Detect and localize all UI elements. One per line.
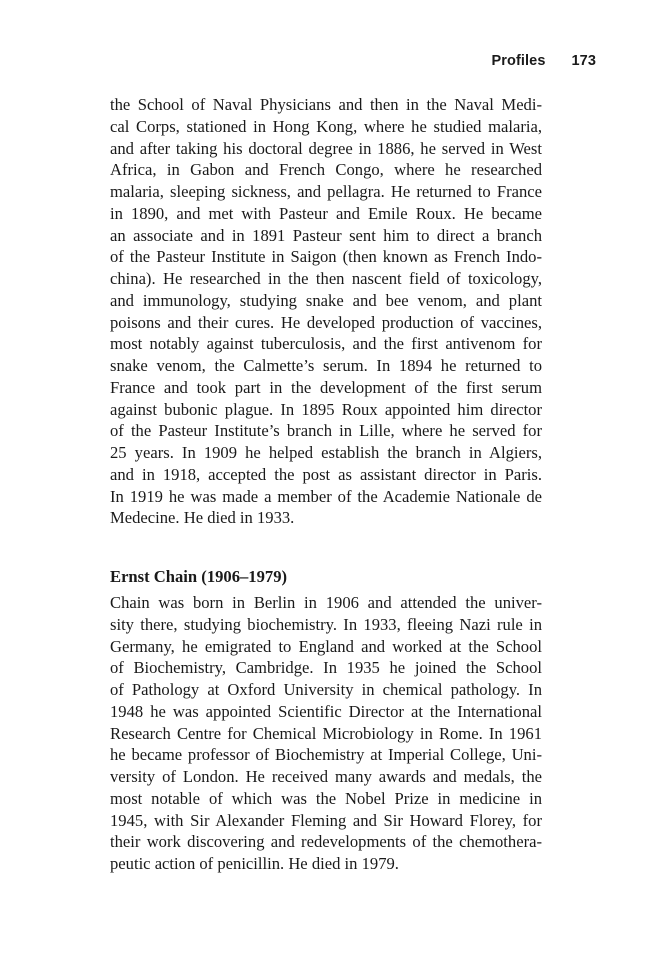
text-line: most notable of which was the Nobel Prize in medicine in <box>110 788 542 808</box>
text-line: versity of London. He received many awards and medals, the <box>110 767 542 786</box>
text-line: against bubonic plague. In 1895 Roux appointed him director <box>110 399 542 419</box>
text-line: of the Pasteur Institute’s branch in Lille, where he served for <box>110 421 542 441</box>
text-line: 1948 he was appointed Scientific Director at the International <box>110 701 542 721</box>
text-line: their work discovering and redevelopments of the chemothera- <box>110 832 542 852</box>
running-head <box>492 53 597 69</box>
text-line: cal Corps, stationed in Hong Kong, where he studied malaria, <box>110 116 542 136</box>
section-heading: Ernst Chain (1906–1979) <box>110 567 288 586</box>
text-line: most notably against tuberculosis, and the first antivenom for <box>110 334 542 354</box>
text-line: of Pathology at Oxford University in chemical pathology. In <box>110 680 542 699</box>
text-line: he became professor of Biochemistry at Imperial College, Uni- <box>110 745 542 765</box>
text-line: and in 1918, accepted the post as assistant director in Paris. <box>110 464 542 484</box>
running-head-title: Profiles <box>491 53 546 69</box>
text-line: and after taking his doctoral degree in 1886, he served in West <box>110 138 542 158</box>
calmette-paragraph <box>110 94 542 529</box>
text-line: malaria, sleeping sickness, and pellagra. He returned to France <box>110 182 542 201</box>
text-line: sity there, studying biochemistry. In 1933, fleeing Nazi rule in <box>110 614 542 634</box>
text-line: In 1919 he was made a member of the Academie Nationale de <box>110 486 542 506</box>
text-line: France and took part in the development of the first serum <box>110 377 542 397</box>
text-line: of Biochemistry, Cambridge. In 1935 he joined the School <box>110 658 542 678</box>
text-line: and immunology, studying snake and bee venom, and plant <box>110 290 542 310</box>
text-line: china). He researched in the then nascent field of toxicology, <box>110 269 542 288</box>
text-line: snake venom, the Calmette’s serum. In 1894 he returned to <box>110 356 542 375</box>
text-line: of the Pasteur Institute in Saigon (then known as French Indo- <box>110 247 542 267</box>
chain-paragraph <box>110 592 542 875</box>
text-line: 1945, with Sir Alexander Fleming and Sir Howard Florey, for <box>110 810 542 830</box>
text-line: Research Centre for Chemical Microbiology in Rome. In 1961 <box>110 723 542 743</box>
text-line: Chain was born in Berlin in 1906 and attended the univer- <box>110 593 542 612</box>
text-line: poisons and their cures. He developed production of vaccines, <box>110 312 542 332</box>
text-line: the School of Naval Physicians and then in the Naval Medi- <box>110 95 542 114</box>
page-number: 173 <box>571 53 596 69</box>
text-line: Medecine. He died in 1933. <box>110 508 295 528</box>
text-line: in 1890, and met with Pasteur and Emile Roux. He became <box>110 203 542 223</box>
text-line: 25 years. In 1909 he helped establish the branch in Algiers, <box>110 443 542 462</box>
text-line: Germany, he emigrated to England and worked at the School <box>110 636 542 656</box>
text-line: Africa, in Gabon and French Congo, where he researched <box>110 160 542 180</box>
text-line: peutic action of penicillin. He died in 1979. <box>110 854 399 873</box>
text-line: an associate and in 1891 Pasteur sent him to direct a branch <box>110 225 542 245</box>
